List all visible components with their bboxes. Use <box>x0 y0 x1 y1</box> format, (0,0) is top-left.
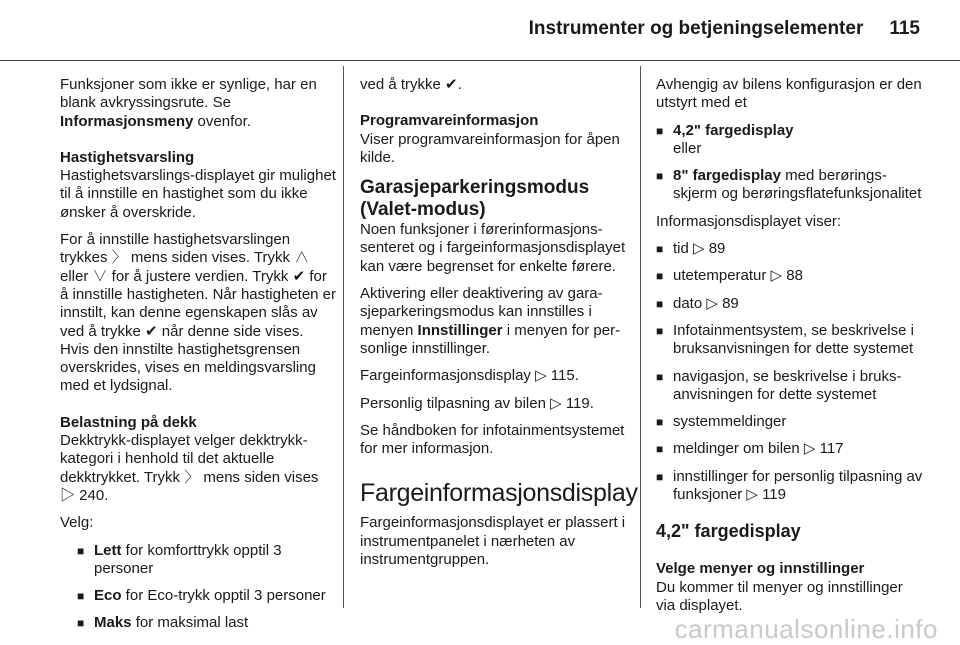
display-content-list <box>656 240 924 504</box>
paragraph: Se håndboken for infotainmentsystemet for mer informasjon. <box>360 421 625 458</box>
paragraph: Informasjonsdisplayet viser: <box>656 212 842 230</box>
display-type-list <box>656 122 924 204</box>
paragraph: Viser programvareinformasjon for åpen kilde. <box>360 130 620 166</box>
column-divider <box>640 66 641 608</box>
list-item: ■ Lett for komforttrykk opptil 3 personer <box>77 542 336 579</box>
page-title: Instrumenter og betjeningselementer <box>528 18 864 39</box>
section-heading-tire-load: Belastning på dekk <box>60 413 197 431</box>
header-rule <box>0 60 960 61</box>
list-item: ■ 8" fargedisplay med berøringsskjerm og berøringsflatefunksjonalitet <box>656 167 924 204</box>
section-heading-color-display: Fargeinformasjonsdisplay <box>360 479 638 508</box>
list-item: ■ innstillinger for personlig tilpasning av funksjoner ▷ 119 <box>656 468 924 505</box>
page-number: 115 <box>889 18 920 39</box>
paragraph: Hastighetsvarslings-displayet gir mulighet til å innstille en hastighet som du ikke ønsker å overskride. <box>60 167 336 221</box>
list-item: ■ systemmeldinger <box>656 413 924 431</box>
paragraph: Noen funksjoner i førerinformasjonssenteret og i fargeinformasjonsdisplayet kan være begrenset for enkelte førere. <box>360 221 626 275</box>
paragraph: Velg: <box>60 514 94 532</box>
paragraph: Du kommer til menyer og innstillinger via displayet. <box>656 578 903 614</box>
paragraph: Fargeinformasjonsdisplayet er plassert i instrumentpanelet i nærheten av instrumentgruppen. <box>360 514 626 569</box>
menu-reference: Informasjonsmeny <box>60 112 194 130</box>
paragraph: For å innstille hastighetsvarslingen trykkes 〉 mens siden vises. Trykk ∧ eller ∨ for å justere verdien. Trykk ✔ for å innstille hastigheten. Når hastigheten er innstilt, kan denne egenskapen slås av ved å trykke ✔ når denne side vises. Hvis den innstilte hastighetsgrensen overskrides, vises en meldingsvarsling med et lydsignal. <box>60 231 337 395</box>
watermark: carmanualsonline.info <box>674 614 938 644</box>
paragraph: ved å trykke ✔. <box>360 76 462 93</box>
column-2 <box>360 76 638 578</box>
list-item: ■ Infotainmentsystem, se beskrivelse i bruksanvisningen for dette systemet <box>656 322 924 359</box>
column-1 <box>60 76 336 642</box>
section-heading-select-menus: Velge menyer og innstillinger <box>656 560 865 578</box>
list-item: ■ Maks for maksimal last <box>77 614 336 632</box>
cross-reference: Fargeinformasjonsdisplay ▷ 115. <box>360 367 579 385</box>
menu-reference: Innstillinger <box>417 321 503 339</box>
column-3 <box>656 76 924 624</box>
paragraph: Avhengig av bilens konfigurasjon er den utstyrt med et <box>656 76 922 112</box>
paragraph: Funksjoner som ikke er synlige, har en blank avkryssingsrute. Se Informasjonsmeny ovenfor. <box>60 76 317 130</box>
column-divider <box>343 66 344 608</box>
list-item: ■ navigasjon, se beskrivelse i bruksanvisningen for dette systemet <box>656 368 924 405</box>
section-heading-valet-mode: Garasjeparkeringsmodus (Valet-modus) <box>360 177 590 221</box>
list-item: ■ Eco for Eco-trykk opptil 3 personer <box>77 587 336 605</box>
section-heading-speed-warning: Hastighetsvarsling <box>60 148 195 166</box>
list-item: ■ tid ▷ 89 <box>656 240 924 258</box>
section-heading-software-info: Programvareinformasjon <box>360 112 539 130</box>
page-header <box>529 18 920 48</box>
list-item: ■ utetemperatur ▷ 88 <box>656 267 924 285</box>
list-item: ■ meldinger om bilen ▷ 117 <box>656 440 924 458</box>
paragraph: Dekktrykk-displayet velger dekktrykkkategori i henhold til det aktuelle dekktrykket. Trykk 〉 mens siden vises ▷ 240. <box>60 432 319 504</box>
section-heading-42-display: 4,2" fargedisplay <box>656 521 801 542</box>
paragraph: Aktivering eller deaktivering av garasjeparkeringsmodus kan innstilles i menyen Innstillinger i menyen for personlige innstillinger. <box>360 285 621 357</box>
list-item: ■ 4,2" fargedisplay eller <box>656 122 924 159</box>
list-item: ■ dato ▷ 89 <box>656 295 924 313</box>
cross-reference: Personlig tilpasning av bilen ▷ 119. <box>360 394 594 412</box>
